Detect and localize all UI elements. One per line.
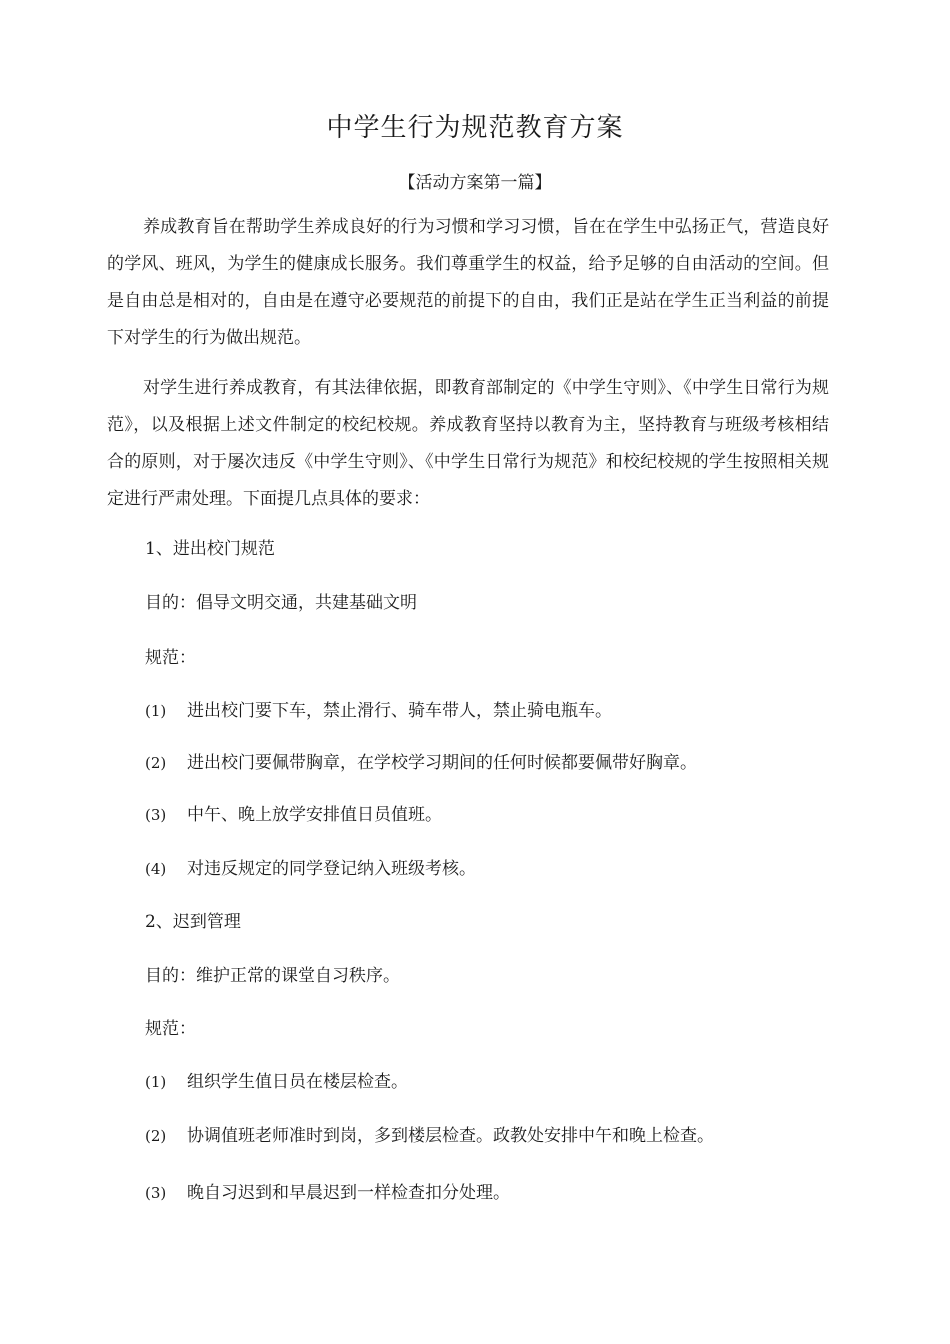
document-title: 中学生行为规范教育方案 xyxy=(326,113,624,143)
list-item xyxy=(145,856,476,882)
list-item-text: 对违反规定的同学登记纳入班级考核。 xyxy=(187,859,476,879)
list-item-number: (3) xyxy=(145,1184,167,1202)
list-item xyxy=(145,1069,408,1095)
list-item-number: (1) xyxy=(145,1073,167,1091)
list-item-text: 中午、晚上放学安排值日员值班。 xyxy=(187,805,442,825)
list-item-number: (4) xyxy=(145,860,167,878)
list-item xyxy=(145,750,697,776)
list-item-text: 协调值班老师准时到岗，多到楼层检查。政教处安排中午和晚上检查。 xyxy=(187,1126,714,1146)
list-item-number: (2) xyxy=(145,1127,167,1145)
list-item-number: (3) xyxy=(145,806,167,824)
list-item xyxy=(145,802,442,828)
section-rules-label: 规范： xyxy=(145,1019,196,1039)
list-item-number: (2) xyxy=(145,754,167,772)
legal-basis-paragraph: 对学生进行养成教育，有其法律依据，即教育部制定的《中学生守则》、《中学生日常行为规范》，以及根据上述文件制定的校纪校规。养成教育坚持以教育为主，坚持教育与班级考核相结合的原则，对于屡次违反《中学生守则》、《中学生日常行为规范》和校纪校规的学生按照相关规定进行严肃处理。下面提几点具体的要求： xyxy=(107,378,829,509)
section-purpose: 目的：维护正常的课堂自习秩序。 xyxy=(145,966,400,986)
list-item-text: 晚自习迟到和早晨迟到一样检查扣分处理。 xyxy=(187,1183,510,1203)
section-rules-label: 规范： xyxy=(145,648,196,668)
list-item xyxy=(145,698,612,724)
section-purpose: 目的：倡导文明交通，共建基础文明 xyxy=(145,593,417,613)
intro-paragraph: 养成教育旨在帮助学生养成良好的行为习惯和学习习惯，旨在在学生中弘扬正气，营造良好的学风、班风，为学生的健康成长服务。我们尊重学生的权益，给予足够的自由活动的空间。但是自由总是相对的，自由是在遵守必要规范的前提下的自由，我们正是站在学生正当利益的前提下对学生的行为做出规范。 xyxy=(107,217,829,348)
list-item-text: 进出校门要佩带胸章，在学校学习期间的任何时候都要佩带好胸章。 xyxy=(187,753,697,773)
section-heading: 1、进出校门规范 xyxy=(145,539,275,559)
list-item-number: (1) xyxy=(145,702,167,720)
list-item-text: 组织学生值日员在楼层检查。 xyxy=(187,1072,408,1092)
section-heading: 2、迟到管理 xyxy=(145,912,241,932)
document-subtitle: 【活动方案第一篇】 xyxy=(398,173,552,193)
list-item-text: 进出校门要下车，禁止滑行、骑车带人，禁止骑电瓶车。 xyxy=(187,701,612,721)
list-item xyxy=(145,1180,510,1206)
list-item xyxy=(145,1123,714,1149)
